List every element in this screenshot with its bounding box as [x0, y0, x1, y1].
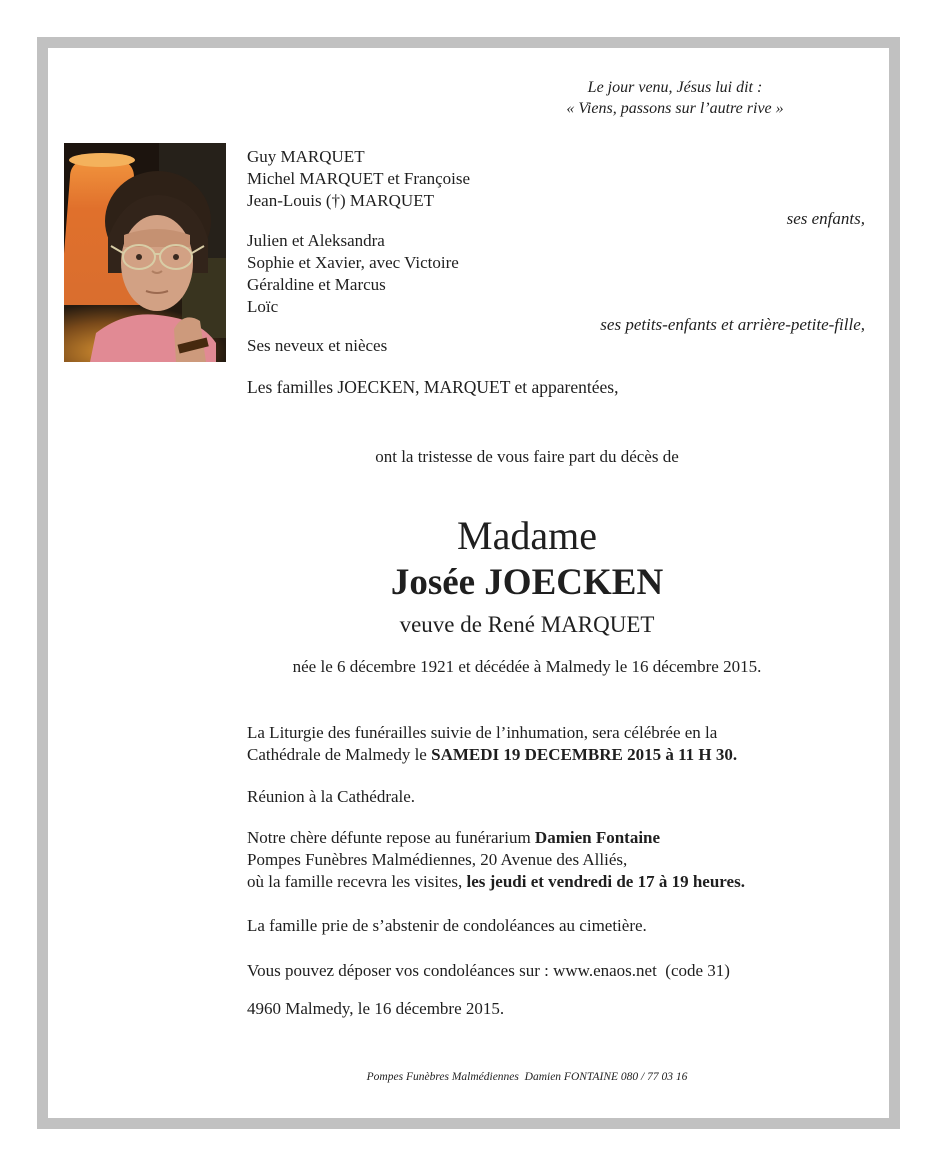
- visits-line: [247, 871, 847, 893]
- liturgy-line-2-normal: Cathédrale de Malmedy le: [247, 745, 432, 764]
- city-date-line: 4960 Malmedy, le 16 décembre 2015.: [247, 999, 505, 1018]
- portrait-photo-image: [64, 143, 226, 362]
- footer-funeral-home-line: Pompes Funèbres Malmédiennes Damien FONTAINE 080 / 77 03 16: [366, 1071, 688, 1083]
- announcement-intro: ont la tristesse de vous faire part du décès de: [375, 447, 679, 466]
- child-line: Jean-Louis (†) MARQUET: [247, 191, 434, 210]
- quote-line-1: Le jour venu, Jésus lui dit :: [587, 79, 763, 96]
- life-dates-line: née le 6 décembre 1921 et décédée à Malmedy le 16 décembre 2015.: [292, 657, 762, 676]
- liturgy-paragraph: [247, 722, 847, 766]
- grandchild-line: Loïc: [247, 297, 279, 316]
- grandchild-line: Géraldine et Marcus: [247, 275, 386, 294]
- title-madame: Madame: [457, 513, 597, 558]
- funerarium-line-normal: Notre chère défunte repose au funérarium: [247, 828, 535, 847]
- cemetery-note: La famille prie de s’abstenir de condoléances au cimetière.: [247, 916, 647, 935]
- deceased-name: Josée JOECKEN: [390, 562, 664, 603]
- grandchildren-list: [247, 230, 847, 318]
- nephews-nieces-line: Ses neveux et nièces: [247, 336, 388, 355]
- child-line: Guy MARQUET: [247, 147, 365, 166]
- grandchild-line: Sophie et Xavier, avec Victoire: [247, 253, 459, 272]
- online-condolences-line: Vous pouvez déposer vos condoléances sur : www.enaos.net (code 31): [247, 961, 730, 980]
- funeral-home-address-line: Pompes Funèbres Malmédiennes, 20 Avenue des Alliés,: [247, 850, 628, 869]
- visits-hours-bold: les jeudi et vendredi de 17 à 19 heures.: [466, 872, 745, 891]
- scripture-quote: [520, 77, 830, 119]
- liturgy-line-1: La Liturgie des funérailles suivie de l’inhumation, sera célébrée en la: [247, 723, 718, 742]
- grandchild-line: Julien et Aleksandra: [247, 231, 385, 250]
- families-line: Les familles JOECKEN, MARQUET et apparentées,: [247, 377, 619, 397]
- children-caption: ses enfants,: [786, 209, 865, 228]
- funeral-home-paragraph: [247, 827, 847, 893]
- meeting-line: Réunion à la Cathédrale.: [247, 787, 416, 806]
- child-line: Michel MARQUET et Françoise: [247, 169, 471, 188]
- portrait-photo: [64, 143, 226, 362]
- widow-line: veuve de René MARQUET: [399, 612, 655, 637]
- visits-line-normal: où la famille recevra les visites,: [247, 872, 467, 891]
- liturgy-date-bold: SAMEDI 19 DECEMBRE 2015 à 11 H 30.: [431, 745, 738, 764]
- quote-line-2: « Viens, passons sur l’autre rive »: [566, 100, 784, 117]
- funerarium-line: [247, 827, 847, 849]
- liturgy-line-2: [247, 744, 847, 766]
- children-list: [247, 146, 847, 212]
- grandchildren-caption: ses petits-enfants et arrière-petite-fille,: [600, 315, 865, 334]
- funerarium-name-bold: Damien Fontaine: [534, 828, 661, 847]
